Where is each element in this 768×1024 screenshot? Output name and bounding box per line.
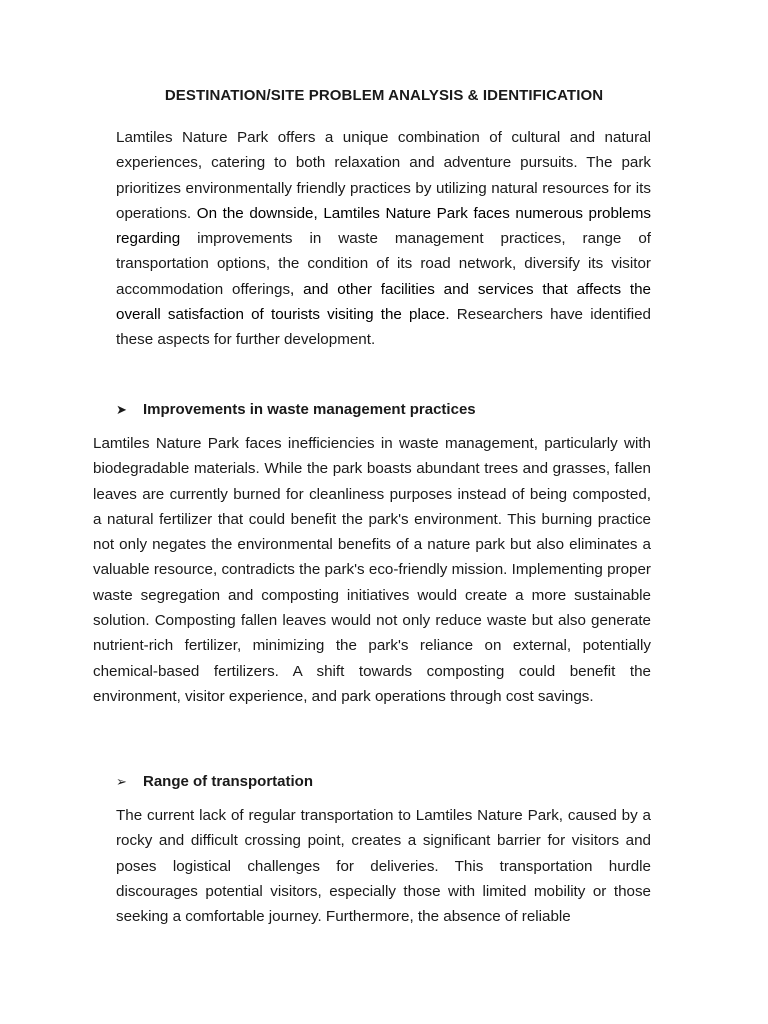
section-heading-text: Improvements in waste management practices bbox=[143, 401, 476, 418]
intro-text-4: , and other facilities and services that affects the overall satisfaction of tourists visiting the place. bbox=[116, 280, 652, 324]
intro-text-2: On the downside, Lamtiles Nature Park faces numerous problems regarding bbox=[116, 204, 651, 248]
intro-paragraph bbox=[116, 125, 651, 353]
intro-text-5: Researchers have identified these aspects for further development. bbox=[116, 306, 651, 349]
arrow-bullet-icon: ➤ bbox=[116, 402, 127, 417]
intro-text-1: Lamtiles Nature Park offers a unique combination of cultural and natural experiences, catering to both relaxation and adventure pursuits. The park prioritizes environmentally friendly practices by utilizing natural resources for its operations. bbox=[116, 129, 651, 222]
section-heading-waste bbox=[116, 400, 476, 420]
section-body-transportation: The current lack of regular transportation to Lamtiles Nature Park, caused by a rocky and difficult crossing point, creates a significant barrier for visitors and poses logistical challenges for deliveries. This transportation hurdle discourages potential visitors, especially those with limited mobility or those seeking a comfortable journey. Furthermore, the absence of reliable bbox=[116, 807, 651, 926]
section-heading-text: Range of transportation bbox=[143, 773, 314, 790]
section-heading-transportation bbox=[116, 772, 313, 792]
page-title: DESTINATION/SITE PROBLEM ANALYSIS & IDENTIFICATION bbox=[164, 87, 604, 104]
arrow-bullet-icon: ➢ bbox=[116, 774, 127, 789]
section-body-waste: Lamtiles Nature Park faces inefficiencies in waste management, particularly with biodegradable materials. While the park boasts abundant trees and grasses, fallen leaves are currently burned for cleanliness purposes instead of being composted, a natural fertilizer that could benefit the park's environment. This burning practice not only negates the environmental benefits of a nature park but also eliminates a valuable resource, contradicts the park's eco-friendly mission. Implementing proper waste segregation and composting initiatives would create a more sustainable solution. Composting fallen leaves would not only reduce waste but also generate nutrient-rich fertilizer, minimizing the park's reliance on external, potentially chemical-based fertilizers. A shift towards composting could benefit the environment, visitor experience, and park operations through cost savings. bbox=[93, 435, 651, 705]
intro-text-3: improvements in waste management practices, range of transportation options, the condition of its road network, diversify its visitor accommodation offerings bbox=[116, 230, 651, 298]
